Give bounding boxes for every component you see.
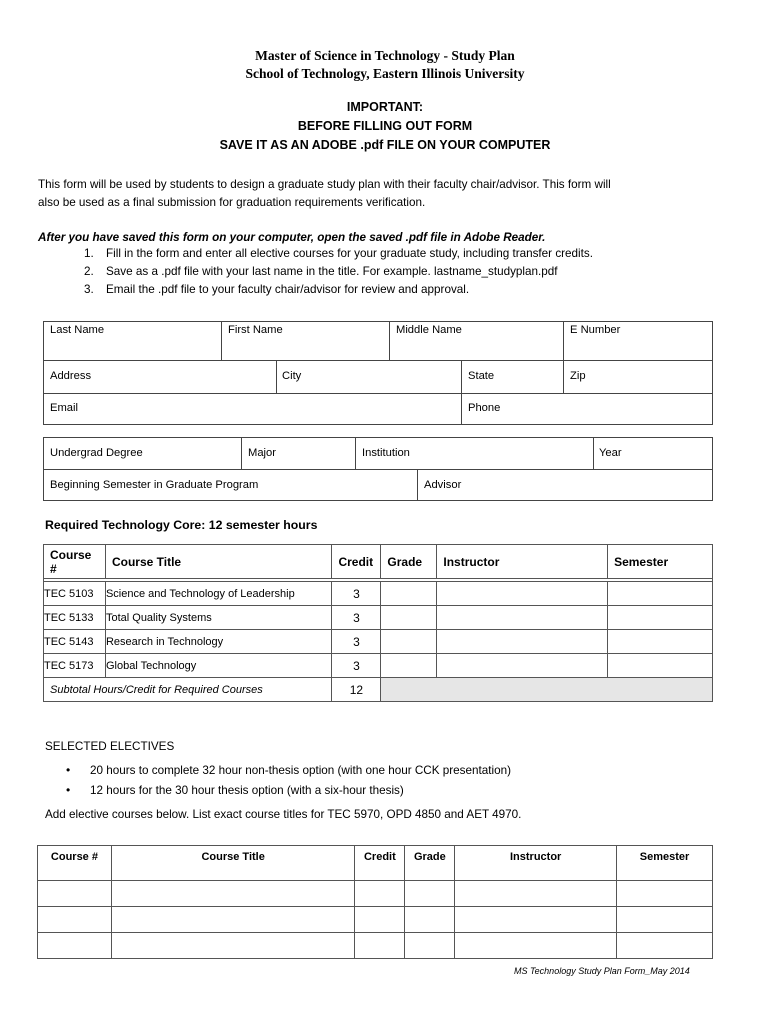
subtotal-label: Subtotal Hours/Credit for Required Courses: [44, 678, 332, 702]
elective-course-cell[interactable]: [38, 881, 112, 907]
column-header: Instructor: [455, 846, 617, 881]
divider: [461, 360, 462, 425]
divider: [43, 393, 713, 394]
email-field[interactable]: Email: [50, 402, 78, 414]
column-header: Credit: [332, 545, 381, 579]
instructor-cell[interactable]: [437, 630, 608, 654]
elective-title-cell[interactable]: [111, 881, 355, 907]
course-credit: 3: [332, 606, 381, 630]
table-row: [44, 606, 713, 630]
important-line-2: BEFORE FILLING OUT FORM: [297, 119, 473, 133]
step-1-text: Fill in the form and enter all elective courses for your graduate study, including transfer credits.: [106, 247, 593, 260]
course-title: Global Technology: [105, 654, 331, 678]
bullet-icon: •: [66, 783, 71, 797]
step-3-number: 3.: [84, 283, 94, 296]
table-row: [38, 881, 713, 907]
column-header: Course Title: [105, 545, 331, 579]
beginning-semester-field[interactable]: Beginning Semester in Graduate Program: [50, 479, 259, 491]
divider: [241, 437, 242, 469]
bullet-icon: •: [66, 763, 71, 777]
intro-line-1: This form will be used by students to design a graduate study plan with their faculty chair/advisor. This form will: [38, 178, 611, 191]
column-header: Credit: [355, 846, 405, 881]
electives-header-row: [38, 846, 713, 881]
column-header: Instructor: [437, 545, 608, 579]
core-heading: Required Technology Core: 12 semester hours: [45, 518, 318, 532]
course-title: Science and Technology of Leadership: [105, 582, 331, 606]
advisor-field[interactable]: Advisor: [424, 479, 462, 491]
school-name: School of Technology, Eastern Illinois University: [245, 66, 525, 81]
core-courses-table: [43, 544, 713, 702]
step-2-text: Save as a .pdf file with your last name in the title. For example. lastname_studyplan.pdf: [106, 265, 558, 278]
divider: [389, 321, 390, 360]
divider: [563, 321, 564, 393]
middle-name-field[interactable]: Middle Name: [396, 324, 462, 336]
semester-cell[interactable]: [608, 606, 713, 630]
institution-field[interactable]: Institution: [362, 447, 410, 459]
semester-cell[interactable]: [608, 630, 713, 654]
column-header: Course #: [38, 846, 112, 881]
course-title: Research in Technology: [105, 630, 331, 654]
zip-field[interactable]: Zip: [570, 370, 586, 382]
instructor-cell[interactable]: [437, 582, 608, 606]
semester-cell[interactable]: [608, 654, 713, 678]
instructor-cell[interactable]: [437, 654, 608, 678]
major-field[interactable]: Major: [248, 447, 276, 459]
electives-heading: SELECTED ELECTIVES: [45, 740, 175, 753]
intro-line-2: also be used as a final submission for graduation requirements verification.: [38, 196, 426, 209]
elective-grade-cell[interactable]: [405, 881, 455, 907]
instructions-heading: After you have saved this form on your computer, open the saved .pdf file in Adobe Reader.: [38, 231, 546, 244]
e-number-field[interactable]: E Number: [570, 324, 621, 336]
course-credit: 3: [332, 630, 381, 654]
course-number: TEC 5173: [44, 654, 106, 678]
grade-cell[interactable]: [381, 606, 437, 630]
elective-instructor-cell[interactable]: [455, 933, 617, 959]
table-row: [44, 582, 713, 606]
elective-course-cell[interactable]: [38, 933, 112, 959]
elective-semester-cell[interactable]: [617, 933, 713, 959]
course-credit: 3: [332, 582, 381, 606]
subtotal-row: [44, 678, 713, 702]
elective-semester-cell[interactable]: [617, 881, 713, 907]
elective-credit-cell[interactable]: [355, 881, 405, 907]
step-2-number: 2.: [84, 265, 94, 278]
divider: [417, 469, 418, 501]
table-row: [38, 933, 713, 959]
divider: [43, 360, 713, 361]
course-number: TEC 5103: [44, 582, 106, 606]
divider: [221, 321, 222, 360]
footer-text: MS Technology Study Plan Form_May 2014: [514, 966, 690, 976]
elective-grade-cell[interactable]: [405, 907, 455, 933]
elective-course-cell[interactable]: [38, 907, 112, 933]
phone-field[interactable]: Phone: [468, 402, 501, 414]
elective-credit-cell[interactable]: [355, 907, 405, 933]
course-number: TEC 5133: [44, 606, 106, 630]
column-header: Semester: [617, 846, 713, 881]
electives-bullet-2: 12 hours for the 30 hour thesis option (with a six-hour thesis): [90, 784, 404, 797]
elective-grade-cell[interactable]: [405, 933, 455, 959]
column-header: Semester: [608, 545, 713, 579]
instructor-cell[interactable]: [437, 606, 608, 630]
subtotal-shaded: [381, 678, 713, 702]
column-header: Course Title: [111, 846, 355, 881]
course-credit: 3: [332, 654, 381, 678]
divider: [276, 360, 277, 393]
course-title: Total Quality Systems: [105, 606, 331, 630]
address-field[interactable]: Address: [50, 370, 92, 382]
important-line-3: SAVE IT AS AN ADOBE .pdf FILE ON YOUR COMPUTER: [219, 138, 551, 152]
electives-bullet-1: 20 hours to complete 32 hour non-thesis option (with one hour CCK presentation): [90, 764, 511, 777]
table-row: [38, 907, 713, 933]
subtotal-value: 12: [332, 678, 381, 702]
year-field[interactable]: Year: [599, 447, 622, 459]
grade-cell[interactable]: [381, 582, 437, 606]
grade-cell[interactable]: [381, 654, 437, 678]
course-number: TEC 5143: [44, 630, 106, 654]
divider: [43, 469, 713, 470]
city-field[interactable]: City: [282, 370, 302, 382]
elective-instructor-cell[interactable]: [455, 907, 617, 933]
important-label: IMPORTANT:: [346, 100, 424, 114]
table-row: [44, 654, 713, 678]
core-header-row: [44, 545, 713, 579]
personal-info-box: [43, 321, 713, 425]
table-row: [44, 630, 713, 654]
step-3-text: Email the .pdf file to your faculty chair/advisor for review and approval.: [106, 283, 470, 296]
divider: [355, 437, 356, 469]
grade-cell[interactable]: [381, 630, 437, 654]
electives-note: Add elective courses below. List exact course titles for TEC 5970, OPD 4850 and AET 4970.: [45, 808, 522, 821]
column-header: Grade: [405, 846, 455, 881]
divider: [593, 437, 594, 469]
semester-cell[interactable]: [608, 582, 713, 606]
first-name-field[interactable]: First Name: [228, 324, 283, 336]
undergrad-degree-field[interactable]: Undergrad Degree: [50, 447, 143, 459]
form-title: Master of Science in Technology - Study Plan: [255, 48, 515, 63]
elective-title-cell[interactable]: [111, 933, 355, 959]
last-name-field[interactable]: Last Name: [50, 324, 105, 336]
column-header: Grade: [381, 545, 437, 579]
elective-semester-cell[interactable]: [617, 907, 713, 933]
elective-title-cell[interactable]: [111, 907, 355, 933]
elective-credit-cell[interactable]: [355, 933, 405, 959]
electives-table: [37, 845, 713, 959]
step-1-number: 1.: [84, 247, 94, 260]
state-field[interactable]: State: [468, 370, 495, 382]
column-header: Course #: [44, 545, 106, 579]
elective-instructor-cell[interactable]: [455, 881, 617, 907]
